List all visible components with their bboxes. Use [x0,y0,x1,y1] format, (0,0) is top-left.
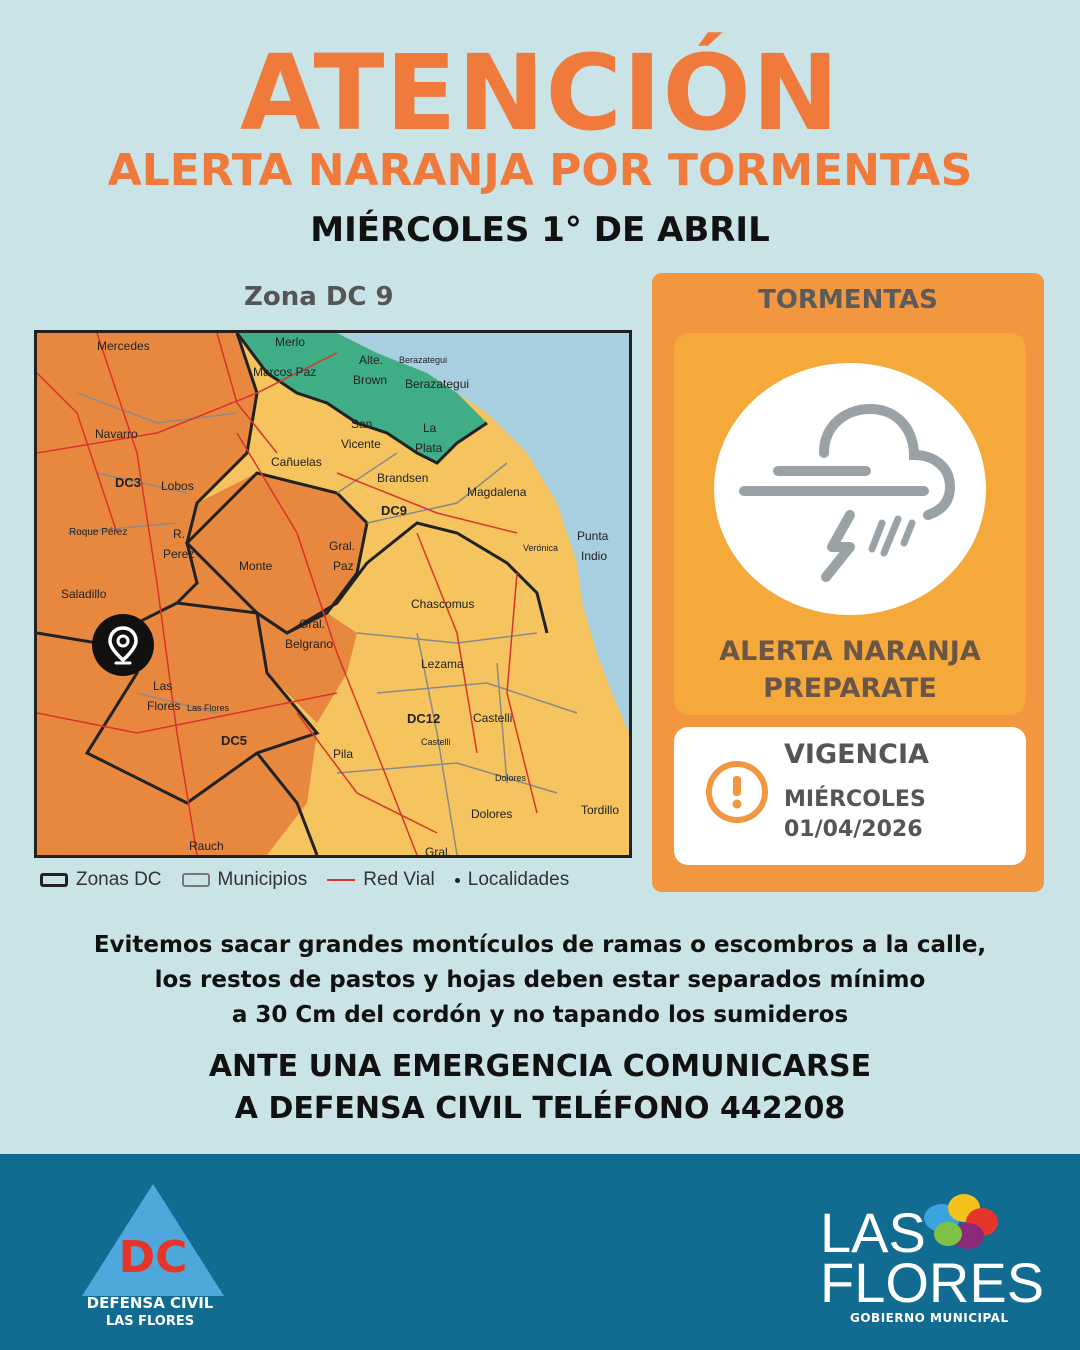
map-label-berazategui: Berazategui [405,377,470,391]
zone-swatch [40,873,68,887]
legend-zones-label: Zonas DC [76,869,162,890]
legend-localities [455,869,569,891]
alert-level-line1: ALERTA NARANJA [719,636,981,667]
map-title: Zona DC 9 [244,282,394,312]
legend-localities-label: Localidades [467,869,570,890]
map-label-tordillo: Tordillo [581,803,620,817]
legend-municipalities-label: Municipios [217,869,308,890]
map-label-veronica: Verónica [523,543,559,553]
zone-map [34,330,632,858]
map-label-gral-paz-2: Paz [333,559,354,573]
map-label-r-perez-1: R. [173,527,185,541]
map-label-san-vicente-2: Vicente [341,437,381,451]
map-label-gral-belgrano-2: Belgrano [285,637,334,651]
map-label-alte-brown-1: Alte. [359,353,384,367]
map-label-rauch: Rauch [189,839,224,853]
map-label-canuelas: Cañuelas [271,455,322,469]
map-label-monte: Monte [239,559,273,573]
map-zone-dc5: DC5 [221,733,248,748]
map-label-chascomus: Chascomus [411,597,475,611]
emergency-line-1: ANTE UNA EMERGENCIA COMUNICARSE [208,1049,872,1084]
emergency-line-2: A DEFENSA CIVIL TELÉFONO 442208 [234,1091,846,1126]
map-label-brandsen: Brandsen [377,471,429,485]
map-label-mercedes: Mercedes [97,339,150,353]
road-swatch [327,879,355,881]
municipality-swatch [182,873,210,887]
map-label-las-flores-2: Flores [147,699,181,713]
map-label-merlo: Merlo [275,335,306,349]
municipality-logo-word1: LAS [820,1201,926,1264]
legend-municipalities [182,869,308,891]
alert-level-text [674,633,1026,707]
legend-roads [327,869,434,891]
validity-title: VIGENCIA [784,739,929,770]
storm-cloud-icon [714,363,986,615]
map-label-san-vicente-1: San [351,417,373,431]
map-label-berazategui-small: Berazategui [399,355,448,365]
municipality-logo-word2: FLORES [820,1251,1045,1314]
map-label-dolores-small: Dolores [495,773,527,783]
map-label-castelli-small: Castelli [421,737,451,747]
map-label-castelli: Castelli [473,711,513,725]
validity-day: MIÉRCOLES [784,787,926,812]
map-label-lobos: Lobos [161,479,194,493]
validity-date: 01/04/2026 [784,817,923,842]
dc-city: LAS FLORES [105,1314,195,1329]
alert-date: MIÉRCOLES 1° DE ABRIL [310,210,770,250]
advice-text [0,928,1080,1033]
locality-swatch [455,878,460,883]
map-label-navarro: Navarro [95,427,138,441]
map-label-r-perez-2: Perez [163,547,195,561]
alert-card [652,273,1044,892]
alert-card-heading: TORMENTAS [758,285,938,315]
map-label-pila: Pila [333,747,354,761]
map-label-la-plata-2: Plata [415,441,443,455]
map-zone-dc12: DC12 [407,711,441,726]
map-label-la-plata-1: La [423,421,437,435]
footer [0,1154,1080,1350]
map-zone-dc3: DC3 [115,475,142,490]
municipality-subtitle: GOBIERNO MUNICIPAL [850,1311,1009,1325]
map-legend [40,866,640,894]
map-graphic [37,333,629,855]
page-title: ATENCIÓN [240,32,840,154]
map-label-alte-brown-2: Brown [353,373,388,387]
exclamation-icon [706,761,768,823]
advice-line-1: Evitemos sacar grandes montículos de ramas o escombros a la calle, [93,932,987,958]
validity-box [674,727,1026,865]
map-label-gral-paz-1: Gral. [329,539,356,553]
map-label-saladillo: Saladillo [61,587,107,601]
emergency-contact [0,1046,1080,1130]
advice-line-2: los restos de pastos y hojas deben estar separados mínimo [154,967,926,993]
map-label-gral-bottom: Gral. [425,845,452,858]
map-label-las-flores-small: Las Flores [187,703,230,713]
advice-line-3: a 30 Cm del cordón y no tapando los sumideros [231,1002,849,1028]
map-label-marcos-paz: Marcos Paz [253,365,317,379]
map-label-las-flores-1: Las [153,679,173,693]
map-label-punta-indio-2: Indio [581,549,608,563]
alert-level-line2: PREPARATE [763,673,937,704]
alert-subtitle: ALERTA NARANJA POR TORMENTAS [107,145,973,196]
location-pin-icon [92,614,154,676]
map-label-magdalena: Magdalena [467,485,527,499]
map-label-lezama: Lezama [421,657,464,671]
map-label-dolores: Dolores [471,807,513,821]
map-label-gral-belgrano-1: Gral. [299,617,326,631]
alert-card-inner [674,333,1026,715]
legend-roads-label: Red Vial [363,869,435,890]
dc-name: DEFENSA CIVIL [86,1294,214,1312]
legend-zones [40,869,162,891]
dc-logo-letters: DC [118,1232,188,1283]
map-zone-dc9: DC9 [381,503,408,518]
map-label-roque-perez: Roque Pérez [69,527,128,538]
map-label-punta-indio-1: Punta [577,529,609,543]
